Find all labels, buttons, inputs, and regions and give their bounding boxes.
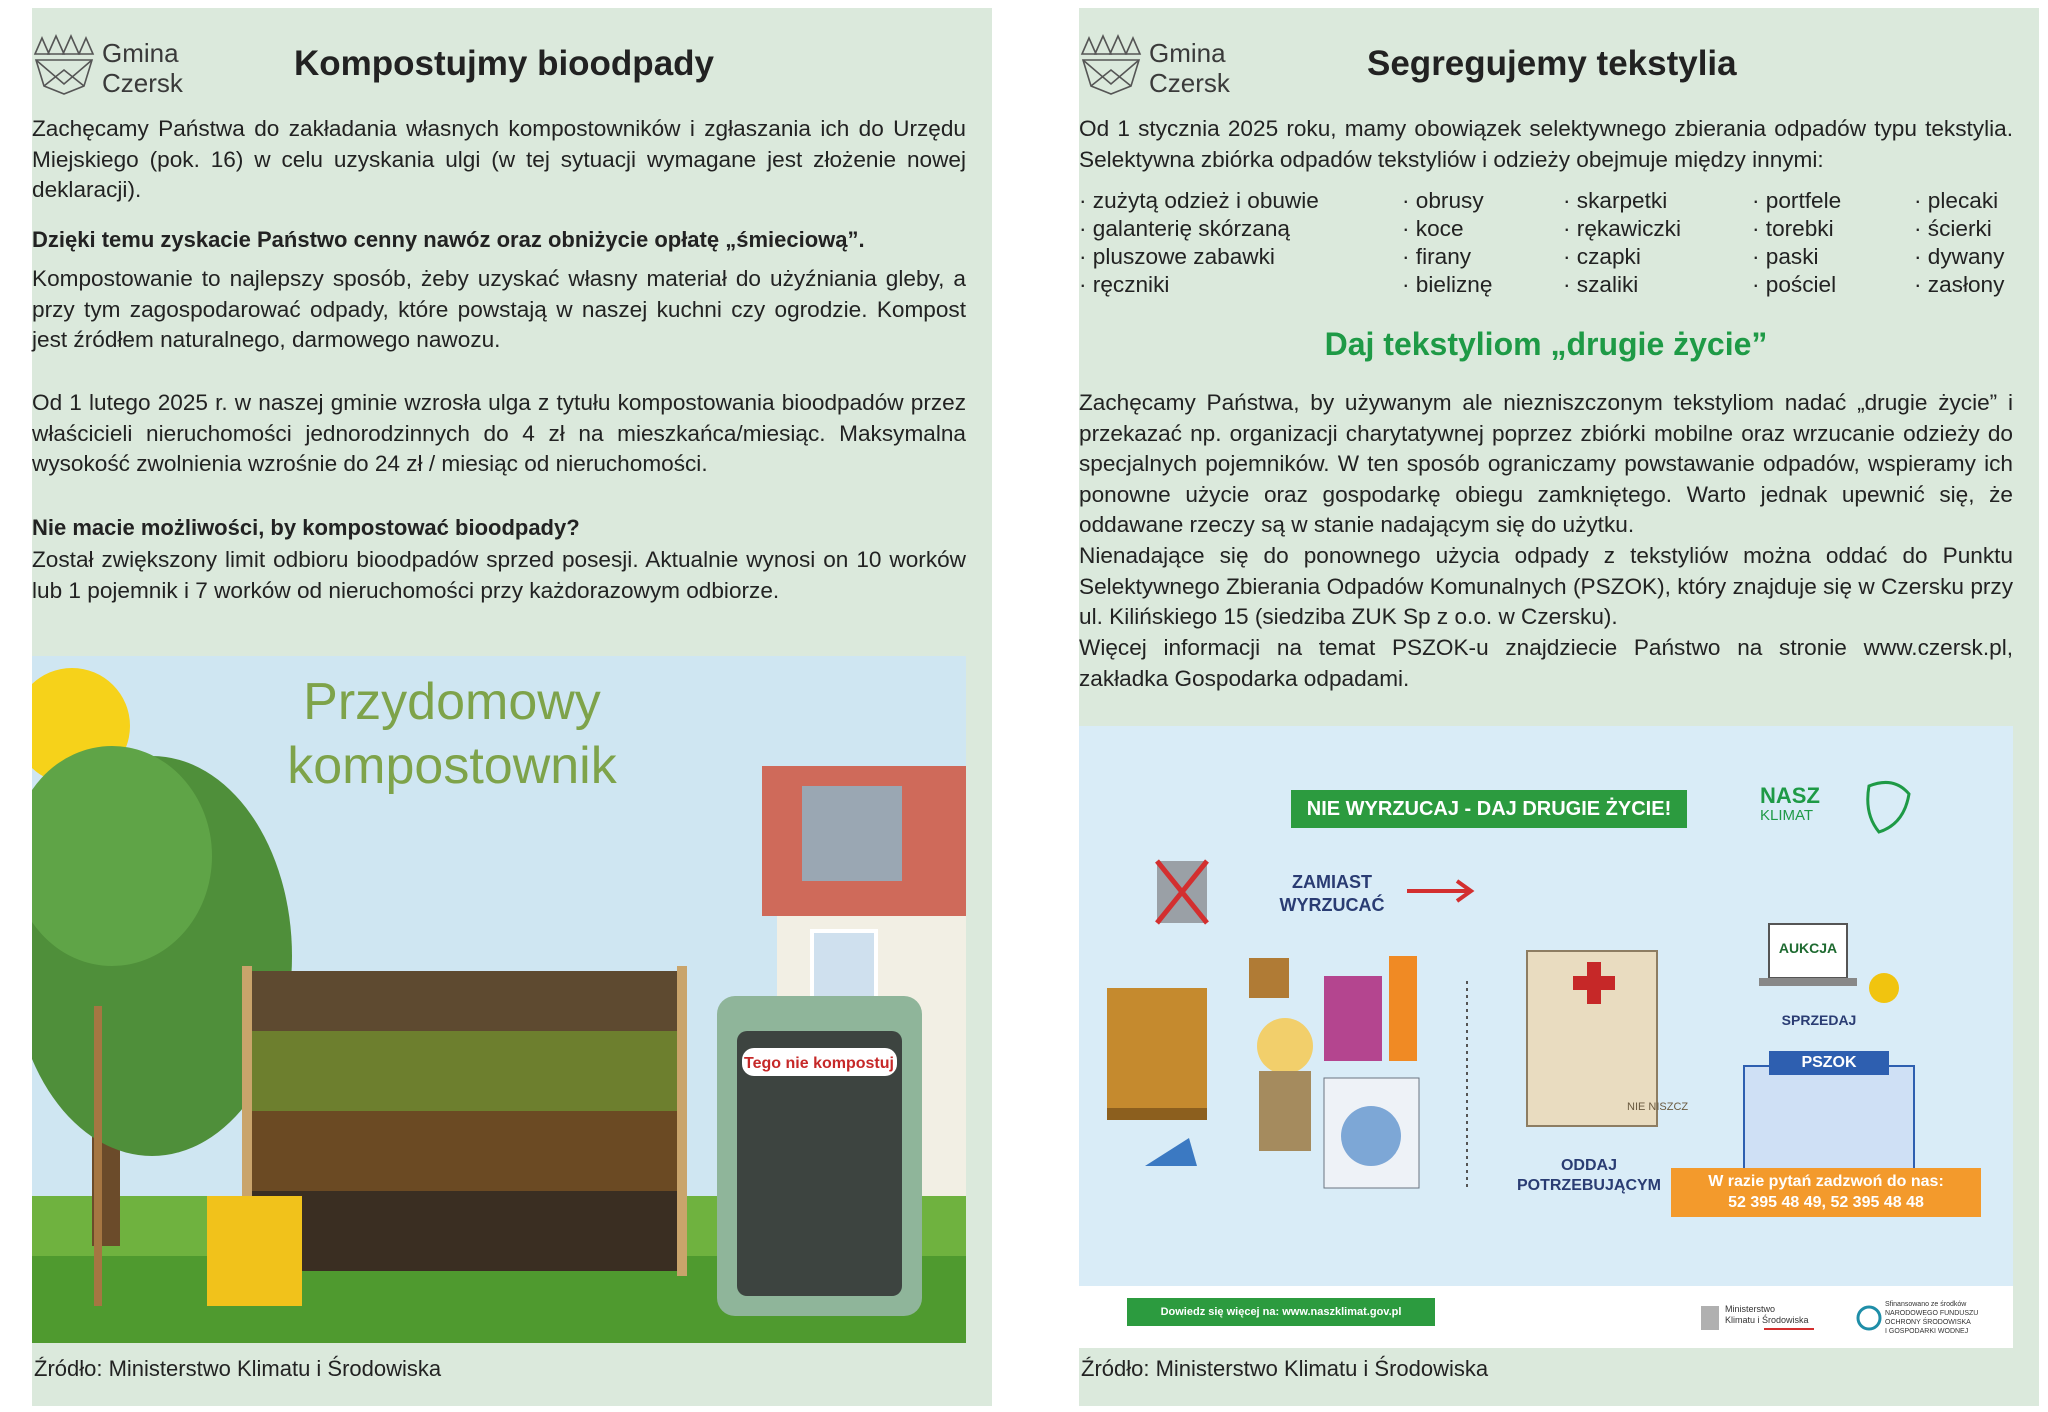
- instead-line-1: ZAMIAST: [1292, 872, 1372, 892]
- page-title: Kompostujmy bioodpady: [294, 44, 714, 83]
- more-info-link[interactable]: Dowiedz się więcej na: www.naszklimat.gov.pl: [1127, 1298, 1435, 1326]
- list-item: · dywany: [1914, 244, 2005, 269]
- gmina-czersk-logo: [32, 34, 202, 104]
- phone-box: [1671, 1168, 1981, 1217]
- logo-line-2: Czersk: [102, 68, 183, 98]
- paragraph-intro: Od 1 stycznia 2025 roku, mamy obowiązek selektywnego zbierania odpadów typu tekstylia. Selektywna zbiórka odpadów tekstyliów i odzieży obejmuje między innymi:: [1079, 116, 2013, 172]
- paragraph-limit: Został zwiększony limit odbioru bioodpadów sprzed posesji. Aktualnie wynosi on 10 worków lub 1 pojemnik i 7 worków od nieruchomości przy każdorazowym odbiorze.: [32, 547, 966, 603]
- ministry-logo-text: [1725, 1304, 1809, 1326]
- paragraph-intro: Zachęcamy Państwa do zakładania własnych kompostowników i zgłaszania ich do Urzędu Miejskiego (pok. 16) w celu uzyskania ulgi (w tej sytuacji wymagane jest złożenie nowej deklaracji).: [32, 116, 966, 202]
- logo-line-2: Czersk: [1149, 68, 1230, 98]
- brand-line-1: NASZ: [1760, 783, 1820, 808]
- compost-illustration: [32, 656, 966, 1343]
- illustration-title: [212, 670, 692, 798]
- list-item: · galanterię skórzaną: [1079, 216, 1290, 241]
- paragraph-pszok: Nienadające się do ponownego użycia odpady z tekstyliów można oddać do Punktu Selektywnego Zbierania Odpadów Komunalnych (PSZOK), który znajduje się w Czersku przy ul. Kilińskiego 15 (siedziba ZUK Sp z o.o. w Czersku).: [1079, 543, 2013, 629]
- list-item: · paski: [1752, 244, 1819, 269]
- textile-flyer: [1079, 8, 2039, 1406]
- list-item: · skarpetki: [1563, 188, 1668, 213]
- textile-list-col-1: [1079, 187, 1319, 299]
- list-item: · rękawiczki: [1563, 216, 1681, 241]
- gmina-czersk-logo: [1079, 34, 1249, 104]
- pszok-label: PSZOK: [1801, 1054, 1857, 1071]
- illustration-title-line-2: kompostownik: [287, 737, 617, 795]
- instead-of-throwing: [1267, 871, 1397, 917]
- coins-icon: [1869, 973, 1899, 1003]
- list-item: · szaliki: [1563, 272, 1639, 297]
- auction-label: AUKCJA: [1778, 940, 1838, 956]
- phone-line-1: W razie pytań zadzwoń do nas:: [1708, 1173, 1944, 1190]
- watering-can: [207, 1196, 302, 1306]
- section-subtitle: Daj tekstyliom „drugie życie”: [1324, 326, 1768, 362]
- paragraph-benefit: Dzięki temu zyskacie Państwo cenny nawóz oraz obniżycie opłatę „śmieciową”.: [32, 227, 865, 252]
- fund-line-3: OCHRONY ŚRODOWISKA: [1885, 1319, 1971, 1326]
- list-item: · ścierki: [1914, 216, 1992, 241]
- illustration-title-line-1: Przydomowy: [303, 673, 601, 731]
- list-item: · pościel: [1752, 272, 1837, 297]
- person-icon: [1257, 1018, 1313, 1074]
- paragraph-relief: Od 1 lutego 2025 r. w naszej gminie wzrosła ulga z tytułu kompostowania bioodpadów przez właścicieli nieruchomości jednorodzinnych do 4 zł na mieszkańca/miesiąc. Maksymalna wysokość zwolnienia wzrośnie do 24 zł / miesiąc od nieruchomości.: [32, 390, 966, 476]
- banner: NIE WYRZUCAJ - DAJ DRUGIE ŻYCIE!: [1291, 790, 1687, 828]
- ministry-line-2: Klimatu i Środowiska: [1725, 1315, 1809, 1325]
- list-item: · firany: [1402, 244, 1472, 269]
- fund-line-1: Sfinansowano ze środków: [1885, 1301, 1967, 1308]
- wardrobe-icon: [1107, 988, 1207, 1108]
- list-item: · ręczniki: [1079, 272, 1170, 297]
- list-item: · obrusy: [1402, 188, 1484, 213]
- instead-line-2: WYRZUCAĆ: [1279, 895, 1385, 915]
- textile-list-col-3: [1563, 187, 1681, 299]
- list-item: · torebki: [1752, 216, 1834, 241]
- give-line-2: POTRZEBUJĄCYM: [1516, 1177, 1661, 1194]
- ministry-emblem-icon: [1701, 1306, 1719, 1330]
- textile-list-col-2: [1402, 187, 1492, 299]
- trousers-icon: [1389, 956, 1417, 1061]
- compost-flyer: [32, 8, 992, 1406]
- ministry-line-1: Ministerstwo: [1725, 1304, 1776, 1314]
- list-item: · koce: [1402, 216, 1464, 241]
- textile-infographic: [1079, 726, 2013, 1348]
- give-to-needy: [1489, 1156, 1689, 1196]
- paragraph-compost: Kompostowanie to najlepszy sposób, żeby uzyskać własny materiał do użyźniania gleby, a przy tym zagospodarować odpady, które powstają w naszej kuchni czy ogrodzie. Kompost jest źródłem naturalnego, darmowego nawozu.: [32, 266, 966, 352]
- gmina-logo-icon: [1079, 34, 1143, 96]
- textile-list-col-5: [1914, 187, 2004, 299]
- list-item: · zasłony: [1914, 272, 2005, 297]
- bin-label: Tego nie kompostuj: [744, 1055, 894, 1072]
- brand-line-2: KLIMAT: [1760, 807, 1814, 824]
- page-title: Segregujemy tekstylia: [1367, 44, 1737, 83]
- list-item: · pluszowe zabawki: [1079, 244, 1275, 269]
- give-line-1: ODDAJ: [1560, 1157, 1617, 1174]
- list-item: · bieliznę: [1402, 272, 1493, 297]
- logo-line-1: Gmina: [1149, 38, 1226, 68]
- logo-line-1: Gmina: [102, 38, 179, 68]
- paragraph-more-info: Więcej informacji na temat PSZOK-u znajdziecie Państwo na stronie www.czersk.pl, zakładka Gospodarka odpadami.: [1079, 635, 2013, 691]
- sell-label: SPRZEDAJ: [1781, 1012, 1857, 1028]
- question-heading: Nie macie możliwości, by kompostować bioodpady?: [32, 515, 580, 540]
- paragraph-second-life: Zachęcamy Państwa, by używanym ale niezniszczonym tekstyliom nadać „drugie życie” i przekazać np. organizacji charytatywnej poprzez zbiórki mobilne oraz wrzucanie odzieży do specjalnych pojemników. W ten sposób ograniczamy powstawanie odpadów, wspieramy ich ponowne użycie oraz gospodarkę obiegu zamkniętego. Warto jednak upewnić się, że oddawane rzeczy są w stanie nadającym się do użytku.: [1079, 390, 2013, 537]
- list-item: · zużytą odzież i obuwie: [1079, 188, 1319, 213]
- fund-line-4: I GOSPODARKI WODNEJ: [1885, 1328, 1969, 1335]
- list-item: · plecaki: [1914, 188, 1999, 213]
- fund-line-2: NARODOWEGO FUNDUSZU: [1885, 1310, 1979, 1317]
- list-item: · czapki: [1563, 244, 1641, 269]
- gmina-logo-icon: [32, 34, 96, 96]
- pszok-building-icon: [1744, 1066, 1914, 1176]
- container-text: NIE NISZCZ: [1627, 1101, 1689, 1113]
- sweater-icon: [1324, 976, 1382, 1061]
- textile-list-col-4: [1752, 187, 1841, 299]
- list-item: · portfele: [1752, 188, 1842, 213]
- source-note: Źródło: Ministerstwo Klimatu i Środowiska: [1081, 1356, 1489, 1381]
- source-note: Źródło: Ministerstwo Klimatu i Środowiska: [34, 1356, 442, 1381]
- fund-logo-text: [1885, 1300, 1978, 1336]
- phone-line-2: 52 395 48 49, 52 395 48 48: [1728, 1194, 1924, 1211]
- picture-frame-icon: [1249, 958, 1289, 998]
- nasz-klimat-brand: [1760, 783, 1820, 826]
